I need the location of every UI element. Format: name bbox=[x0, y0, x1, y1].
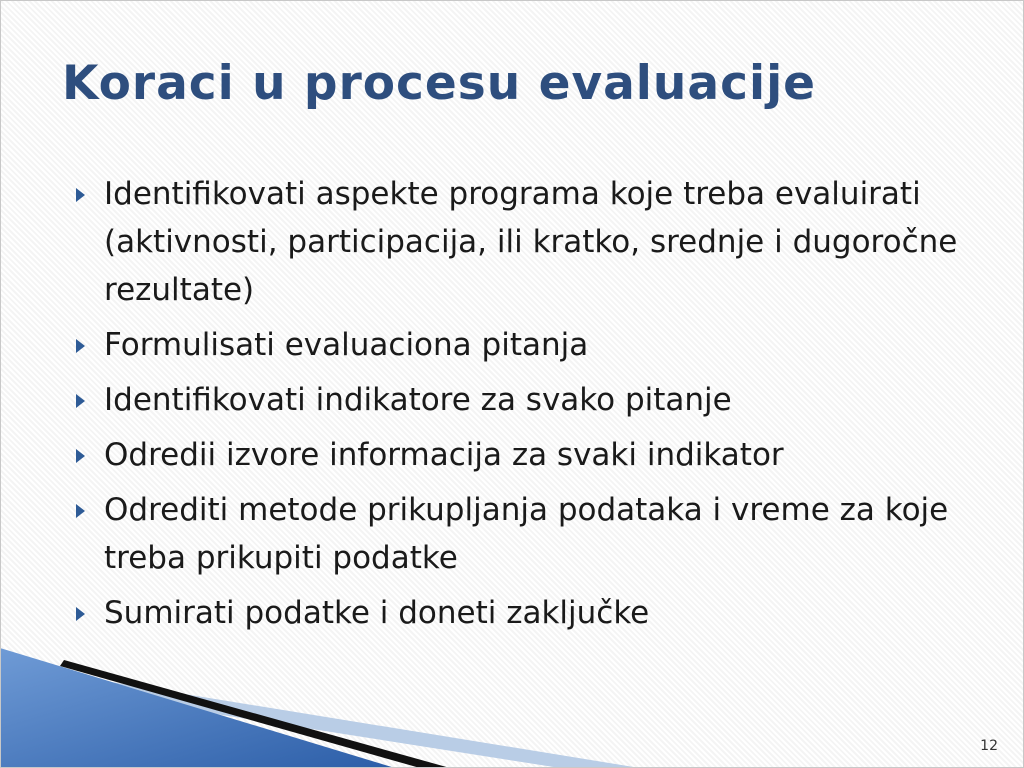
bullet-text: Formulisati evaluaciona pitanja bbox=[104, 327, 589, 363]
bullet-item bbox=[74, 321, 974, 369]
decoration-dark-stripe bbox=[60, 660, 450, 768]
decoration-light-band bbox=[0, 664, 640, 768]
bullet-item bbox=[74, 486, 974, 582]
page-number: 12 bbox=[980, 738, 998, 754]
decoration-blue-wedge bbox=[0, 648, 395, 768]
triangle-bullet-icon bbox=[76, 394, 85, 408]
bullet-text: Identifikovati indikatore za svako pitanje bbox=[104, 382, 732, 418]
bullet-item bbox=[74, 589, 974, 637]
bullet-text: Sumirati podatke i doneti zaključke bbox=[104, 595, 650, 631]
bullet-item bbox=[74, 431, 974, 479]
triangle-bullet-icon bbox=[76, 188, 85, 202]
triangle-bullet-icon bbox=[76, 607, 85, 621]
triangle-bullet-icon bbox=[76, 449, 85, 463]
bullet-text: Odrediti metode prikupljanja podataka i vreme za koje treba prikupiti podatke bbox=[104, 492, 949, 576]
triangle-bullet-icon bbox=[76, 339, 85, 353]
bullet-text: Odredii izvore informacija za svaki indikator bbox=[104, 437, 784, 473]
bullet-item bbox=[74, 170, 974, 314]
triangle-bullet-icon bbox=[76, 504, 85, 518]
bullet-item bbox=[74, 376, 974, 424]
slide-title: Koraci u procesu evaluacije bbox=[62, 56, 817, 111]
bullet-text: Identifikovati aspekte programa koje treba evaluirati (aktivnosti, participacija, ili kratko, srednje i dugoročne rezultate) bbox=[104, 176, 958, 308]
bullet-list bbox=[74, 170, 974, 644]
